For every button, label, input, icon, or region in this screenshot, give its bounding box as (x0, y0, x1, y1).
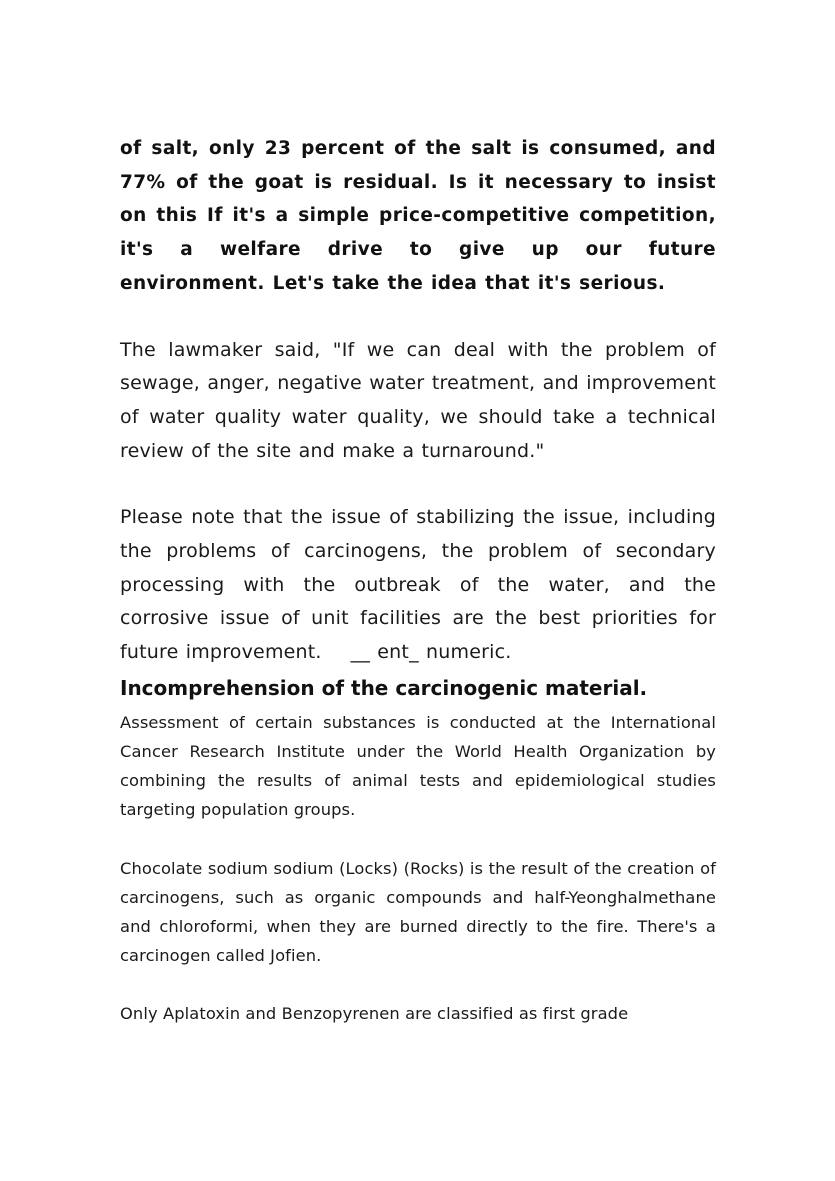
paragraph-spacer (120, 825, 716, 854)
paragraph-spacer (120, 970, 716, 999)
paragraph-salt-consumption: of salt, only 23 percent of the salt is consumed, and 77% of the goat is residual. Is it necessary to insist on this If it's a simple price-competitive competition, it's a welfare drive to give up our future environment. Let's take the idea that it's serious. (120, 138, 716, 294)
paragraph-spacer (120, 301, 716, 334)
paragraph-assessment: Assessment of certain substances is conducted at the International Cancer Research Institute under the World Health Organization by combining the results of animal tests and epidemiological studies targeting population groups. (120, 712, 716, 820)
paragraph-priorities-text: Please note that the issue of stabilizing the issue, including the problems of carcinogens, the problem of secondary processing with the outbreak of the water, and the corrosive issue of unit facilities are the best priorities for future improvement. (120, 506, 716, 664)
paragraph-spacer (120, 468, 716, 501)
section-heading: Incomprehension of the carcinogenic material. (120, 675, 648, 700)
paragraph-priorities-tail: __ ent_ numeric. (321, 641, 512, 664)
paragraph-carcinogen-creation: Chocolate sodium sodium (Locks) (Rocks) is the result of the creation of carcinogens, such as organic compounds and half-Yeonghalmethane and chloroformi, when they are burned directly to the fire. There's a carcinogen called Jofien. (120, 858, 716, 966)
paragraph-classification: Only Aplatoxin and Benzopyrenen are classified as first grade (120, 1004, 629, 1024)
paragraph-lawmaker-quote: The lawmaker said, "If we can deal with the problem of sewage, anger, negative water treatment, and improvement of water quality water quality, we should take a technical review of the site and make a turnaround." (120, 338, 716, 462)
paragraph-priorities (120, 501, 716, 670)
document-page (120, 132, 716, 1029)
